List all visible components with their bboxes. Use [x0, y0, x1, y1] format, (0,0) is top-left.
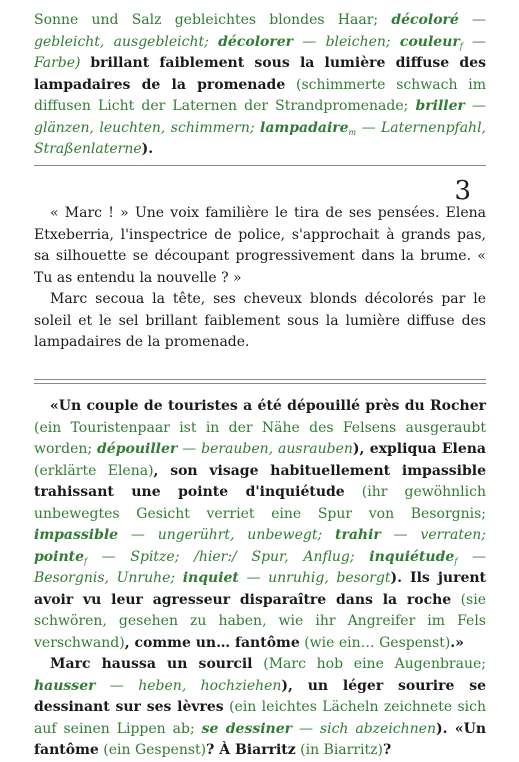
- vocab-headword: trahir: [334, 527, 381, 543]
- gender-marker: f: [459, 41, 463, 51]
- annotated-paragraph: [34, 396, 486, 654]
- translation-segment: — Farbe): [34, 33, 486, 71]
- annotated-passage-top: [34, 10, 486, 161]
- gender-marker: m: [348, 127, 357, 137]
- original-paragraph: « Marc ! » Une voix familière le tira de ses pensées. Elena Etxeberria, l'inspectrice de police, s'approchait à grands pas, sa silhouette se découpant progressivement dans la brume. « Tu as entendu la nouvelle ? »: [34, 205, 486, 286]
- translation-segment: (ein Touristenpaar ist in der Nähe des Felsens ausgeraubt worden;: [34, 419, 486, 457]
- vocab-headword: impassible: [34, 527, 119, 543]
- original-paragraph: Marc secoua la tête, ses cheveux blonds décolorés par le soleil et le sel brillant faiblement sous la lumière diffuse des lampadaires de la promenade.: [34, 291, 486, 350]
- translation-segment: Sonne und Salz gebleichtes blondes Haar;: [34, 12, 392, 28]
- annotated-passage: [34, 396, 486, 762]
- original-segment: .»: [450, 634, 464, 651]
- translation-segment: (ein leichtes Lächeln zeichnete sich auf seinen Lippen ab;: [34, 699, 486, 737]
- vocab-headword: décoloré: [391, 12, 459, 28]
- translation-segment: — gebleicht, ausgebleicht;: [34, 12, 487, 50]
- translation-segment: (in Biarritz): [295, 742, 383, 758]
- original-segment: ). «Un fantôme: [34, 720, 487, 758]
- translation-segment: — ungerührt, unbewegt;: [118, 527, 335, 543]
- original-segment: , comme un… fantôme: [124, 634, 300, 651]
- translation-segment: — bleichen;: [293, 33, 400, 50]
- vocab-headword: décolorer: [218, 33, 294, 50]
- translation-segment: (sie schwören, gesehen zu haben, wie ihr Angreifer im Fels verschwand): [34, 591, 486, 651]
- vocab-headword: inquiet: [182, 570, 239, 586]
- original-segment: ). Ils jurent avoir vu leur agresseur disparaître dans la roche: [34, 570, 486, 608]
- gender-marker: f: [454, 556, 458, 566]
- translation-segment: — unruhig, besorgt: [238, 570, 391, 586]
- vocab-headword: inquiétude: [369, 548, 455, 565]
- translation-segment: (schimmerte schwach im diffusen Licht der Laternen der Strandpromenade;: [34, 76, 486, 114]
- vocab-headword: se dessiner: [201, 720, 293, 737]
- original-segment: ?: [382, 742, 392, 758]
- vocab-headword: couleur: [399, 33, 460, 50]
- chapter-number: 3: [454, 176, 471, 206]
- annotated-paragraph: [34, 654, 486, 762]
- original-segment: «Un couple de touristes a été dépouillé près du Rocher: [50, 398, 486, 414]
- translation-segment: — verraten;: [380, 527, 486, 543]
- double-divider: [34, 379, 486, 384]
- original-segment: brillant faiblement sous la lumière diffuse des lampadaires de la promenade: [34, 55, 486, 93]
- original-text: [34, 203, 486, 354]
- translation-segment: — Besorgnis, Unruhe;: [34, 548, 486, 586]
- vocab-headword: pointe: [34, 548, 84, 565]
- translation-segment: — glänzen, leuchten, schimmern;: [34, 98, 487, 136]
- translation-segment: — Laternenpfahl, Straßenlaterne: [34, 119, 486, 157]
- translation-segment: (Marc hob eine Augenbraue;: [252, 656, 486, 672]
- original-segment: Marc haussa un sourcil: [50, 656, 253, 672]
- original-segment: ).: [141, 141, 154, 157]
- original-segment: , son visage habituellement impassible trahissant une pointe d'inquiétude: [34, 462, 486, 500]
- vocab-headword: dépouiller: [97, 441, 178, 457]
- vocab-headword: lampadaire: [260, 119, 349, 136]
- vocab-headword: hausser: [34, 677, 96, 694]
- section-divider: [34, 165, 486, 166]
- translation-segment: (ihr gewöhnlich unbewegtes Gesicht verriet eine Spur von Besorgnis;: [34, 484, 486, 522]
- original-segment: ? À Biarritz: [206, 742, 296, 758]
- translation-segment: (erklärte Elena): [34, 462, 154, 479]
- translation-segment: (ein Gespenst): [98, 742, 207, 758]
- translation-segment: — Spitze; /hier:/ Spur, Anflug;: [86, 548, 370, 565]
- translation-segment: — sich abzeichnen: [292, 720, 436, 737]
- gender-marker: f: [84, 556, 87, 566]
- original-segment: ), un léger sourire se dessinant sur ses lèvres: [34, 677, 486, 715]
- translation-segment: — berauben, ausrauben: [177, 441, 353, 457]
- original-segment: ), expliqua Elena: [352, 441, 486, 457]
- translation-segment: — heben, hochziehen: [95, 677, 282, 694]
- annotated-paragraph: [34, 10, 486, 161]
- translation-segment: (wie ein… Gespenst): [299, 634, 451, 651]
- vocab-headword: briller: [415, 98, 465, 114]
